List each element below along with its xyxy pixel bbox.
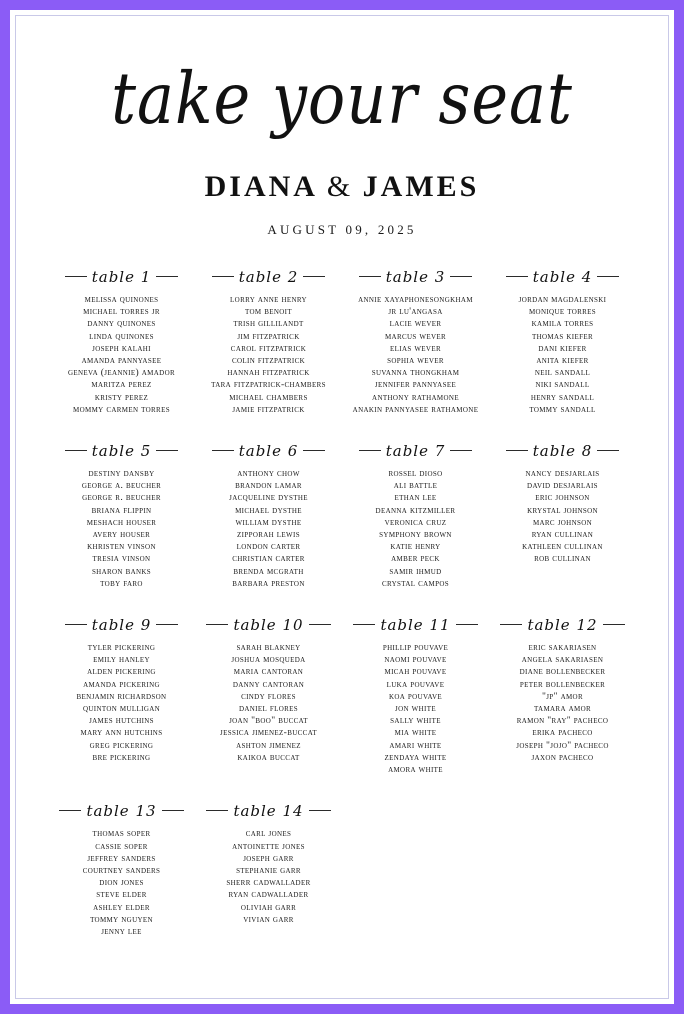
table-block bbox=[195, 616, 342, 776]
flourish-rule-icon bbox=[359, 450, 381, 451]
flourish-rule-icon bbox=[309, 624, 331, 625]
guest-name: jr lu'angasa bbox=[388, 306, 443, 318]
flourish-rule-icon bbox=[359, 276, 381, 277]
table-label: table 14 bbox=[233, 802, 304, 821]
flourish-rule-icon bbox=[309, 810, 331, 811]
flourish-rule-icon bbox=[65, 276, 87, 277]
guest-name: dani kiefer bbox=[538, 342, 587, 354]
table-block bbox=[48, 802, 195, 938]
guest-name: tara fitzpatrick-chambers bbox=[211, 379, 326, 391]
flourish-rule-icon bbox=[603, 624, 625, 625]
table-block bbox=[489, 616, 636, 776]
guest-name: barbara preston bbox=[232, 577, 305, 589]
flourish-rule-icon bbox=[597, 450, 619, 451]
flourish-rule-icon bbox=[303, 450, 325, 451]
guest-name: rob cullinan bbox=[534, 553, 591, 565]
flourish-rule-icon bbox=[450, 450, 472, 451]
table-label: table 11 bbox=[380, 616, 451, 635]
table-heading bbox=[493, 268, 632, 286]
guest-name: kaikoa buccat bbox=[237, 751, 300, 763]
guest-name: antoinette jones bbox=[232, 840, 305, 852]
table-heading bbox=[52, 802, 191, 820]
guest-name: niki sandall bbox=[535, 379, 590, 391]
guest-name: symphony brown bbox=[379, 529, 452, 541]
table-block bbox=[48, 616, 195, 776]
table-block bbox=[195, 268, 342, 416]
guest-name: crystal campos bbox=[381, 577, 450, 589]
guest-name: elias wever bbox=[390, 342, 441, 354]
guest-name: sherr cadwallader bbox=[226, 877, 311, 889]
table-block bbox=[342, 442, 489, 590]
table-heading bbox=[199, 802, 338, 820]
guest-name: tresia vinson bbox=[92, 553, 151, 565]
table-label: table 8 bbox=[532, 442, 593, 461]
guest-name: jim fitzpatrick bbox=[237, 330, 300, 342]
table-heading bbox=[346, 442, 485, 460]
flourish-rule-icon bbox=[206, 624, 228, 625]
flourish-rule-icon bbox=[156, 450, 178, 451]
table-block bbox=[48, 268, 195, 416]
guest-name: anthony rathamone bbox=[372, 391, 459, 403]
table-heading bbox=[346, 268, 485, 286]
guest-name: mia white bbox=[394, 727, 437, 739]
guest-name: maritza perez bbox=[91, 379, 152, 391]
guest-name: david desjarlais bbox=[527, 480, 598, 492]
table-heading bbox=[199, 616, 338, 634]
guest-name: amanda pannyasee bbox=[81, 355, 162, 367]
guest-name: sarah blakney bbox=[236, 642, 301, 654]
guest-name: kathleen cullinan bbox=[522, 541, 603, 553]
guest-name: krystal johnson bbox=[527, 504, 598, 516]
table-heading bbox=[493, 616, 632, 634]
guest-name: colin fitzpatrick bbox=[231, 355, 306, 367]
guest-name: tommy nguyen bbox=[90, 913, 153, 925]
flourish-rule-icon bbox=[65, 624, 87, 625]
guest-name: emily hanley bbox=[93, 654, 150, 666]
flourish-rule-icon bbox=[506, 450, 528, 451]
table-block bbox=[489, 442, 636, 590]
guest-name: cassie soper bbox=[95, 840, 148, 852]
guest-name: ethan lee bbox=[394, 492, 437, 504]
guest-name: sally white bbox=[390, 715, 441, 727]
flourish-rule-icon bbox=[212, 276, 234, 277]
table-block bbox=[48, 442, 195, 590]
flourish-rule-icon bbox=[500, 624, 522, 625]
guest-name: naomi pouvave bbox=[384, 654, 447, 666]
guest-name: jessica jimenez-buccat bbox=[220, 727, 317, 739]
guest-name: anthony chow bbox=[237, 468, 300, 480]
guest-name: annie xayaphonesongkham bbox=[358, 294, 473, 305]
guest-name: joseph kalahi bbox=[92, 342, 151, 354]
table-label: table 10 bbox=[233, 616, 304, 635]
guest-name: neil sandall bbox=[534, 367, 591, 379]
guest-name: michael torres jr bbox=[83, 306, 160, 318]
couple-names bbox=[10, 170, 674, 204]
guest-name: ashley elder bbox=[93, 901, 150, 913]
guest-name: ramon "ray" pacheco bbox=[516, 715, 609, 727]
guest-name: michael dysthe bbox=[235, 504, 302, 516]
guest-name: joan "boo" buccat bbox=[229, 715, 308, 727]
table-label: table 9 bbox=[91, 616, 152, 635]
table-block bbox=[195, 802, 342, 938]
table-block bbox=[342, 268, 489, 416]
guest-name: mommy carmen torres bbox=[73, 403, 170, 415]
guest-name: ryan cadwallader bbox=[228, 889, 309, 901]
ampersand: & bbox=[326, 170, 353, 203]
guest-name: vivian garr bbox=[243, 913, 294, 925]
table-block bbox=[195, 442, 342, 590]
flourish-rule-icon bbox=[450, 276, 472, 277]
guest-name: linda quinones bbox=[89, 330, 154, 342]
table-heading bbox=[346, 616, 485, 634]
table-label: table 13 bbox=[86, 802, 157, 821]
guest-name: benjamin richardson bbox=[76, 690, 167, 702]
flourish-rule-icon bbox=[506, 276, 528, 277]
table-heading bbox=[493, 442, 632, 460]
flourish-rule-icon bbox=[456, 624, 478, 625]
guest-name: henry sandall bbox=[530, 391, 595, 403]
guest-name: avery houser bbox=[92, 529, 151, 541]
guest-name: monique torres bbox=[528, 306, 597, 318]
guest-name: destiny dansby bbox=[88, 468, 155, 480]
guest-name: daniel flores bbox=[238, 703, 299, 715]
table-label: table 3 bbox=[385, 268, 446, 286]
guest-name: lacie wever bbox=[389, 318, 442, 330]
table-label: table 12 bbox=[527, 616, 598, 635]
guest-name: maria cantoran bbox=[233, 666, 304, 678]
guest-name: alden pickering bbox=[87, 666, 156, 678]
guest-name: amora white bbox=[388, 764, 443, 776]
guest-name: tommy sandall bbox=[529, 403, 596, 415]
guest-name: joseph "jojo" pacheco bbox=[516, 739, 609, 751]
guest-name: amanda pickering bbox=[83, 678, 160, 690]
guest-name: jenny lee bbox=[101, 925, 142, 937]
guest-name: joshua mosqueda bbox=[231, 654, 306, 666]
table-label: table 1 bbox=[91, 268, 152, 286]
table-block bbox=[342, 616, 489, 776]
table-heading bbox=[52, 442, 191, 460]
guest-name: stephanie garr bbox=[236, 864, 301, 876]
guest-name: ashton jimenez bbox=[236, 739, 301, 751]
flourish-rule-icon bbox=[156, 624, 178, 625]
guest-name: dion jones bbox=[99, 877, 144, 889]
flourish-rule-icon bbox=[212, 450, 234, 451]
table-label: table 5 bbox=[91, 442, 152, 461]
guest-name: koa pouvave bbox=[388, 690, 443, 702]
table-list bbox=[10, 268, 674, 964]
guest-name: courtney sanders bbox=[82, 864, 161, 876]
guest-name: katie henry bbox=[390, 541, 441, 553]
guest-name: george r. beucher bbox=[82, 492, 161, 504]
guest-name: zipporah lewis bbox=[237, 529, 300, 541]
guest-name: amari white bbox=[389, 739, 442, 751]
guest-name: zendaya white bbox=[384, 751, 447, 763]
table-label: table 7 bbox=[385, 442, 446, 461]
page-title: take your seat bbox=[111, 56, 573, 141]
flourish-rule-icon bbox=[597, 276, 619, 277]
guest-name: brandon lamar bbox=[235, 480, 302, 492]
guest-name: micah pouvave bbox=[384, 666, 447, 678]
guest-name: jennifer pannyasee bbox=[374, 379, 457, 391]
guest-name: "jp" amor bbox=[541, 690, 583, 702]
guest-name: london carter bbox=[236, 541, 301, 553]
table-label: table 2 bbox=[238, 268, 299, 286]
flourish-rule-icon bbox=[156, 276, 178, 277]
guest-name: thomas kiefer bbox=[531, 330, 593, 342]
guest-name: amber peck bbox=[391, 553, 440, 565]
couple-second-name: JAMES bbox=[362, 170, 480, 203]
guest-name: jeffrey sanders bbox=[87, 852, 156, 864]
guest-name: toby faro bbox=[100, 577, 143, 589]
guest-name: bre pickering bbox=[92, 751, 151, 763]
guest-name: lorry anne henry bbox=[230, 294, 307, 305]
guest-name: jaxon pacheco bbox=[531, 751, 594, 763]
guest-name: george a. beucher bbox=[81, 480, 162, 492]
guest-name: ryan cullinan bbox=[531, 529, 594, 541]
flourish-rule-icon bbox=[65, 450, 87, 451]
guest-name: michael chambers bbox=[229, 391, 308, 403]
guest-name: melissa quinones bbox=[84, 294, 159, 305]
guest-name: jordan magdalenski bbox=[518, 294, 607, 305]
guest-name: marc johnson bbox=[532, 516, 593, 528]
couple-first-name: DIANA bbox=[204, 170, 317, 203]
guest-name: james hutchins bbox=[89, 715, 154, 727]
guest-name: rossel dioso bbox=[388, 468, 443, 480]
guest-name: peter bollenbecker bbox=[519, 678, 606, 690]
flourish-rule-icon bbox=[206, 810, 228, 811]
table-label: table 4 bbox=[532, 268, 593, 286]
guest-name: veronica cruz bbox=[384, 516, 447, 528]
flourish-rule-icon bbox=[59, 810, 81, 811]
guest-name: danny cantoran bbox=[232, 678, 305, 690]
guest-name: anakin pannyasee rathamone bbox=[352, 403, 479, 415]
table-heading bbox=[199, 442, 338, 460]
guest-name: jon white bbox=[395, 703, 436, 715]
guest-name: tyler pickering bbox=[87, 642, 156, 654]
guest-name: christian carter bbox=[232, 553, 305, 565]
guest-name: danny quinones bbox=[87, 318, 156, 330]
flourish-rule-icon bbox=[162, 810, 184, 811]
guest-name: suvanna thongkham bbox=[371, 367, 460, 379]
guest-name: anita kiefer bbox=[536, 355, 589, 367]
table-block bbox=[489, 268, 636, 416]
guest-name: quinton mulligan bbox=[82, 703, 161, 715]
guest-name: brenda mcgrath bbox=[233, 565, 304, 577]
guest-name: william dysthe bbox=[235, 516, 302, 528]
guest-name: khristen vinson bbox=[87, 541, 156, 553]
guest-name: kristy perez bbox=[94, 391, 149, 403]
guest-name: joseph garr bbox=[243, 852, 294, 864]
table-label: table 6 bbox=[238, 442, 299, 461]
guest-name: jamie fitzpatrick bbox=[232, 403, 305, 415]
guest-name: trish gillilandt bbox=[233, 318, 304, 330]
guest-name: steve elder bbox=[96, 889, 147, 901]
flourish-rule-icon bbox=[303, 276, 325, 277]
guest-name: erika pacheco bbox=[532, 727, 593, 739]
guest-name: tamara amor bbox=[533, 703, 592, 715]
guest-name: cindy flores bbox=[241, 690, 296, 702]
flourish-rule-icon bbox=[353, 624, 375, 625]
guest-name: eric johnson bbox=[535, 492, 590, 504]
guest-name: angela sakariasen bbox=[521, 654, 604, 666]
guest-name: diane bollenbecker bbox=[519, 666, 606, 678]
guest-name: sophia wever bbox=[387, 355, 444, 367]
table-heading bbox=[52, 616, 191, 634]
guest-name: carol fitzpatrick bbox=[230, 342, 307, 354]
guest-name: carl jones bbox=[245, 828, 292, 840]
guest-name: hannah fitzpatrick bbox=[227, 367, 310, 379]
guest-name: kamila torres bbox=[531, 318, 594, 330]
guest-name: deanna kitzmiller bbox=[375, 504, 456, 516]
guest-name: phillip pouvave bbox=[382, 642, 449, 654]
guest-name: jacqueline dysthe bbox=[229, 492, 308, 504]
guest-name: greg pickering bbox=[89, 739, 154, 751]
guest-name: marcus wever bbox=[384, 330, 447, 342]
guest-name: tom benoit bbox=[245, 306, 292, 318]
guest-name: samir ihmud bbox=[389, 565, 442, 577]
guest-name: nancy desjarlais bbox=[525, 468, 600, 480]
guest-name: sharon banks bbox=[91, 565, 152, 577]
guest-name: oliviah garr bbox=[240, 901, 297, 913]
table-heading bbox=[199, 268, 338, 286]
guest-name: luka pouvave bbox=[386, 678, 445, 690]
guest-name: mary ann hutchins bbox=[80, 727, 163, 739]
guest-name: thomas soper bbox=[92, 828, 151, 840]
wedding-date: AUGUST 09, 2025 bbox=[267, 222, 417, 237]
guest-name: briana flippin bbox=[91, 504, 152, 516]
table-heading bbox=[52, 268, 191, 286]
guest-name: ali battle bbox=[393, 480, 438, 492]
guest-name: eric sakariasen bbox=[528, 642, 597, 654]
seating-chart-poster bbox=[10, 10, 674, 1004]
guest-name: meshach houser bbox=[86, 516, 157, 528]
guest-name: geneva (jeannie) amador bbox=[68, 367, 175, 379]
